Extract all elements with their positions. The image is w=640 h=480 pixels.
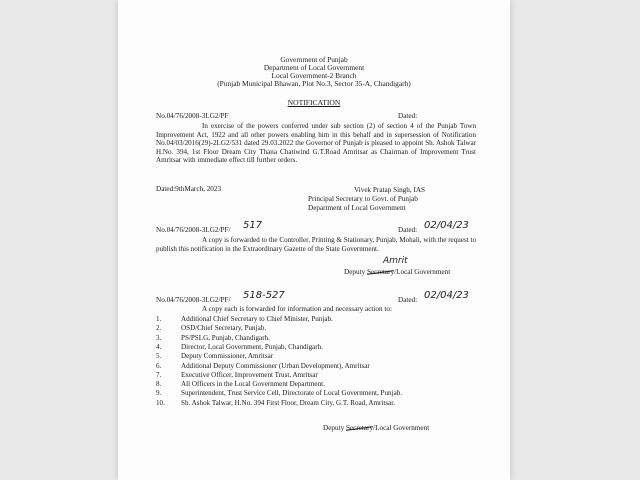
list-item: Additional Chief Secretary to Chief Minister, Punjab. <box>181 315 333 323</box>
notification-body: In exercise of the powers conferred under sub section (2) of section 4 of the Punjab Town Improvement Act, 1922 and all other powers enabling him in this behalf and in supersession of Notification No.04/03/2016(29)-2LG2/531 dated 29.03.2022 the Governor of Punjab is pleased to appoint Sh. Ashok Talwar H.No. 394, 1st Floor Dream City Thana Chatiwind G.T.Road Amritsar as Chairman of Improvement Trust Amritsar with immediate effect till further orders. <box>156 122 476 165</box>
copy2-intro: A copy each is forwarded for information and necessary action to: <box>202 305 393 313</box>
list-item-number: 7. <box>156 370 162 379</box>
list-item: Superintendent, Trust Service Cell, Directorate of Local Government, Punjab. <box>181 389 403 398</box>
document-page <box>118 0 510 480</box>
signatory-designation: Principal Secretary to Govt. of Punjab <box>308 195 418 203</box>
notification-dated-label: Dated: <box>398 112 418 120</box>
list-item-number: 4. <box>156 342 162 351</box>
list-item: Executive Officer, Improvement Trust, Amritsar <box>181 370 318 379</box>
list-item-number: 3. <box>156 333 162 342</box>
signatory-name: Vivek Pratap Singh, IAS <box>354 186 426 194</box>
list-item: PS/PSLG, Punjab, Chandigarh. <box>181 333 270 342</box>
list-item: Sh. Ashok Talwar, H.No. 394 First Floor, Dream City, G.T. Road, Amritsar. <box>181 398 395 407</box>
list-item: All Officers in the Local Government Department. <box>181 380 325 389</box>
copy2-ref: No.04/76/2008-3LG2/PF/ <box>156 296 231 304</box>
list-item-number: 5. <box>156 352 162 361</box>
signatory-department: Department of Local Government <box>308 204 406 212</box>
copy1-ref: No.04/76/2008-3LG2/PF/ <box>156 226 231 234</box>
list-item-number: 10. <box>156 398 165 407</box>
list-item-number: 1. <box>156 315 162 323</box>
header-department: Department of Local Government <box>263 63 365 72</box>
copy1-dated-label: Dated: <box>398 226 418 234</box>
list-item: Additional Deputy Commissioner (Urban Development), Amritsar <box>181 361 370 370</box>
copy1-signature: Amrit <box>383 256 408 266</box>
copy2-handwritten-date: 02/04/23 <box>424 290 469 301</box>
copy1-signatory: Deputy Secretary/Local Government <box>344 268 451 276</box>
copy1-struck-word: Secretary <box>366 268 395 276</box>
list-item-number: 6. <box>156 361 162 370</box>
list-item-number: 8. <box>156 380 162 389</box>
header-government: Government of Punjab <box>280 55 348 64</box>
header-address: (Punjab Municipal Bhawan, Plot No.3, Sector 35-A, Chandigarh) <box>217 79 411 88</box>
header-branch: Local Government-2 Branch <box>271 71 357 80</box>
copy2-signatory: Deputy Secretary/Local Government <box>323 424 430 432</box>
notification-date: Dated:9thMarch, 2023 <box>156 185 222 193</box>
notification-title: NOTIFICATION <box>287 98 341 107</box>
list-item-number: 9. <box>156 389 162 398</box>
list-item-number: 2. <box>156 324 162 333</box>
list-item: OSD/Chief Secretary, Punjab. <box>181 324 267 333</box>
list-item: Deputy Commissioner, Amritsar <box>181 352 274 361</box>
copy2-struck-word: Secretary <box>345 424 374 432</box>
notification-ref: No.04/76/2008-3LG2/PF <box>156 112 229 120</box>
copy2-dated-label: Dated: <box>398 296 418 304</box>
copy2-handwritten-ref: 518-527 <box>243 290 285 301</box>
copy1-body: A copy is forwarded to the Controller, Printing & Stationary, Punjab, Mohali, with the request to publish this notification in the Extraordinary Gazette of the State Government. <box>156 236 476 253</box>
copy1-handwritten-date: 02/04/23 <box>424 220 469 231</box>
list-item: Director, Local Government, Punjab, Chandigarh. <box>181 342 323 351</box>
copy1-handwritten-ref: 517 <box>243 220 263 231</box>
